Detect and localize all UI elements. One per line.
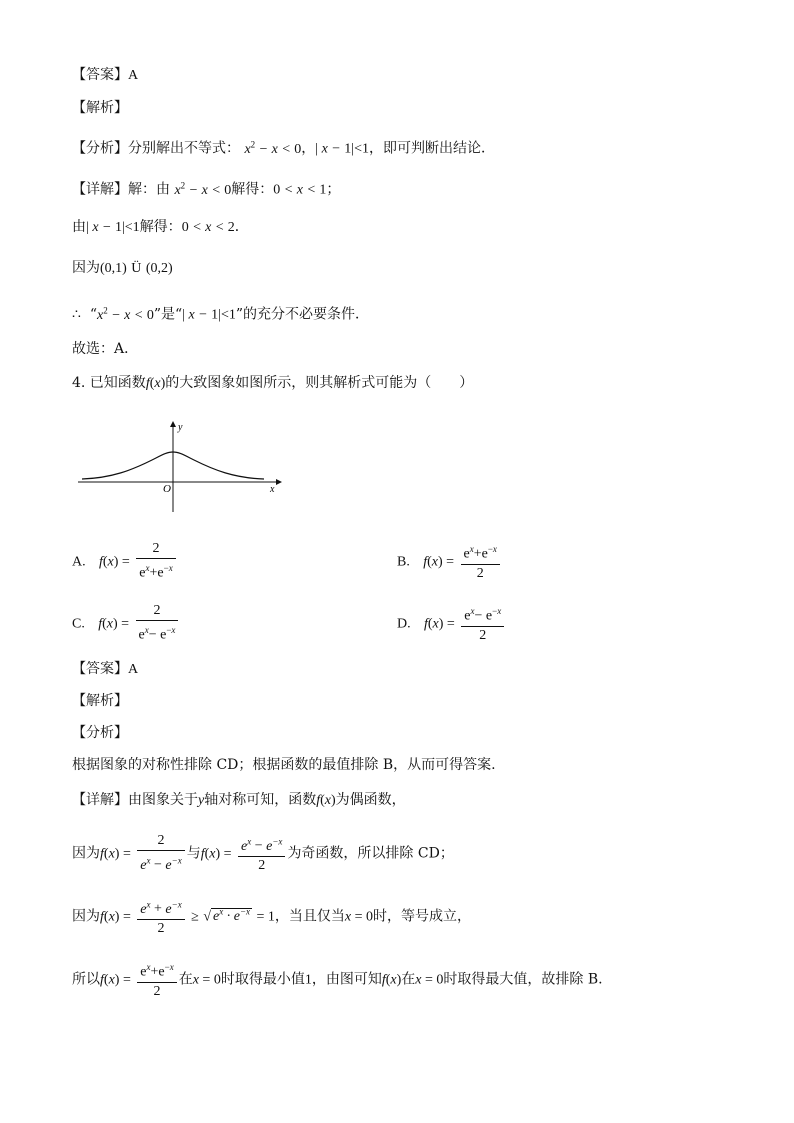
- function-graph: [72, 418, 284, 516]
- q4-answer-line: 【答案】A: [72, 661, 139, 677]
- q4-analysis-tag: 【解析】: [72, 693, 128, 709]
- option-b[interactable]: B. f(x) = $\frac{e^x+e^{-x}}{2}$: [397, 540, 502, 583]
- answer-value: A: [128, 68, 139, 83]
- option-a-fraction: $\frac{2}{e^x+e^{-x}}$: [136, 540, 175, 583]
- option-d[interactable]: D. f(x) = $\frac{e^x- e^{-x}}{2}$: [397, 602, 506, 645]
- x-axis-arrow: [276, 479, 282, 485]
- y-axis-label: y: [178, 422, 183, 433]
- option-a[interactable]: A. f(x) = $\frac{2}{e^x+e^{-x}}$: [72, 540, 178, 583]
- q4-detail-line: 【详解】由图象关于y轴对称可知，函数f(x)为偶函数，: [72, 792, 406, 808]
- option-b-fraction: $\frac{e^x+e^{-x}}{2}$: [461, 540, 500, 583]
- option-c[interactable]: C. f(x) = $\frac{2}{e^x- e^{-x}}$: [72, 602, 180, 645]
- origin-label: O: [163, 483, 171, 495]
- q4-detail-line-2: 因为f(x) = $\frac{2}{e^x - e^{-x}}$ 与f(x) = $\frac{e^x - e^{-x}}{2}$ 为奇函数，所以排除 CD；: [72, 833, 454, 873]
- conclusion-line: ∴ “$x^2 - x < 0$”是“| x − 1|<1”的充分不必要条件．: [72, 305, 370, 323]
- analysis-tag: 【解析】: [72, 100, 128, 116]
- fenxi-line: 【分析】分别解出不等式： $x^2 - x < 0$，| x − 1|<1，即可判断出结论．: [72, 139, 495, 157]
- q4-fenxi-text: 根据图象的对称性排除 CD；根据函数的最值排除 B，从而可得答案.: [72, 757, 496, 773]
- answer-line: [72, 66, 138, 85]
- detail-line: 【详解】解：由 $x^2 - x < 0$解得：0 < x < 1；: [72, 180, 341, 198]
- q4-fenxi-tag: 【分析】: [72, 725, 128, 741]
- choice-line: 故选：A．: [72, 341, 139, 357]
- answer-tag: 【答案】: [72, 67, 128, 83]
- x-axis-label: x: [270, 484, 275, 495]
- q4-detail-line-4: 所以f(x) = $\frac{e^x+e^{-x}}{2}$ 在x = 0时取得最小值1，由图可知f(x)在x = 0时取得最大值，故排除 B.: [72, 958, 603, 1001]
- detail-line-2: 由| x − 1|<1解得：0 < x < 2．: [72, 219, 249, 235]
- question-4-stem: 4. 已知函数f(x)的大致图象如图所示，则其解析式可能为（ ）: [72, 375, 474, 391]
- q4-detail-line-3: 因为f(x) = $\frac{e^x + e^{-x}}{2}$ ≥ √ $e^x \cdot e^{-x} = 1$，当且仅当x = 0时，等号成立，: [72, 895, 471, 938]
- option-d-fraction: $\frac{e^x- e^{-x}}{2}$: [461, 602, 504, 645]
- math-inequality-1: $x^2 - x < 0$: [244, 139, 302, 157]
- detail-line-3: 因为(0,1) Ü (0,2): [72, 260, 173, 276]
- option-c-fraction: $\frac{2}{e^x- e^{-x}}$: [136, 602, 179, 645]
- math-inequality-2: | x − 1|<1: [315, 141, 369, 157]
- y-axis-arrow: [170, 421, 176, 427]
